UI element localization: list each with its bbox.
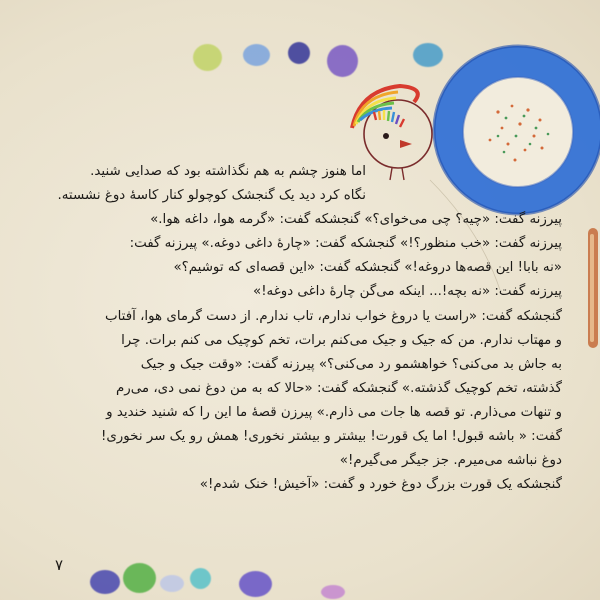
story-line: نگاه کرد دید یک گنجشک کوچولو کنار کاسهٔ دوغ نشسته. bbox=[57, 188, 366, 204]
spoon-handle-icon bbox=[584, 228, 600, 348]
story-line: و مهتاب ندارم. من که جیک و جیک می‌کنم برات، تخم کوچیک می کنم برات. چرا bbox=[121, 332, 562, 348]
story-line: و تنهات می‌ذارم. تو قصه ها جات می ذارم.» پیرزن قصهٔ ما این را که شنید خندید و bbox=[106, 404, 562, 420]
story-line: پیرزنه گفت: «خب منظور؟!» گنجشکه گفت: «چارهٔ داغی دوغه.» پیرزنه گفت: bbox=[129, 236, 562, 252]
story-line: پیرزنه گفت: «چیه؟ چی می‌خوای؟» گنجشکه گفت: «گرمه هوا، داغه هوا.» bbox=[150, 212, 562, 228]
paint-spot-lime bbox=[193, 44, 222, 71]
paint-spot-indigo bbox=[90, 570, 120, 594]
story-line: به جاش بد می‌کنی؟ خواهشمو رد می‌کنی؟» پیرزنه گفت: «وقت جیک و جیک bbox=[140, 356, 562, 372]
paint-spot-pale-lavender bbox=[160, 575, 184, 592]
story-line: پیرزنه گفت: «نه بچه!... اینکه می‌گن چارهٔ داغی دوغه!» bbox=[253, 284, 562, 300]
paint-spot-navy bbox=[288, 42, 310, 64]
story-line: دوغ نباشه می‌میرم. جز جیگر می‌گیرم!» bbox=[339, 453, 562, 469]
story-line: گفت: « باشه قبول! اما یک قورت! بیشتر و بیشتر نخوری! همش رو یک سر نخوری! bbox=[100, 429, 562, 445]
paint-spot-green bbox=[123, 563, 156, 593]
story-line: اما هنوز چشم به هم نگذاشته بود که صدایی شنید. bbox=[90, 164, 366, 179]
paint-spot-cyan bbox=[190, 568, 211, 589]
paint-spot-light-blue bbox=[243, 44, 270, 66]
story-line: «نه بابا! این قصه‌ها دروغه!» گنجشکه گفت: «این قصه‌ای که توشیم؟» bbox=[173, 260, 562, 276]
story-text bbox=[54, 160, 562, 497]
story-line: گنجشکه گفت: «راست یا دروغ خواب ندارم، تاب ندارم. از دست گرمای هوا، آفتاب bbox=[104, 308, 562, 324]
page-number: ۷ bbox=[55, 556, 64, 574]
paint-spot-purple bbox=[239, 571, 272, 597]
story-line: گنجشکه یک قورت بزرگ دوغ خورد و گفت: «آخیش! خنک شدم!» bbox=[199, 477, 562, 493]
story-line: گذشته، تخم کوچیک گذشته.» گنجشکه گفت: «حالا که به من دوغ نمی دی، می‌رم bbox=[116, 380, 562, 396]
paint-spot-pink bbox=[321, 585, 345, 599]
